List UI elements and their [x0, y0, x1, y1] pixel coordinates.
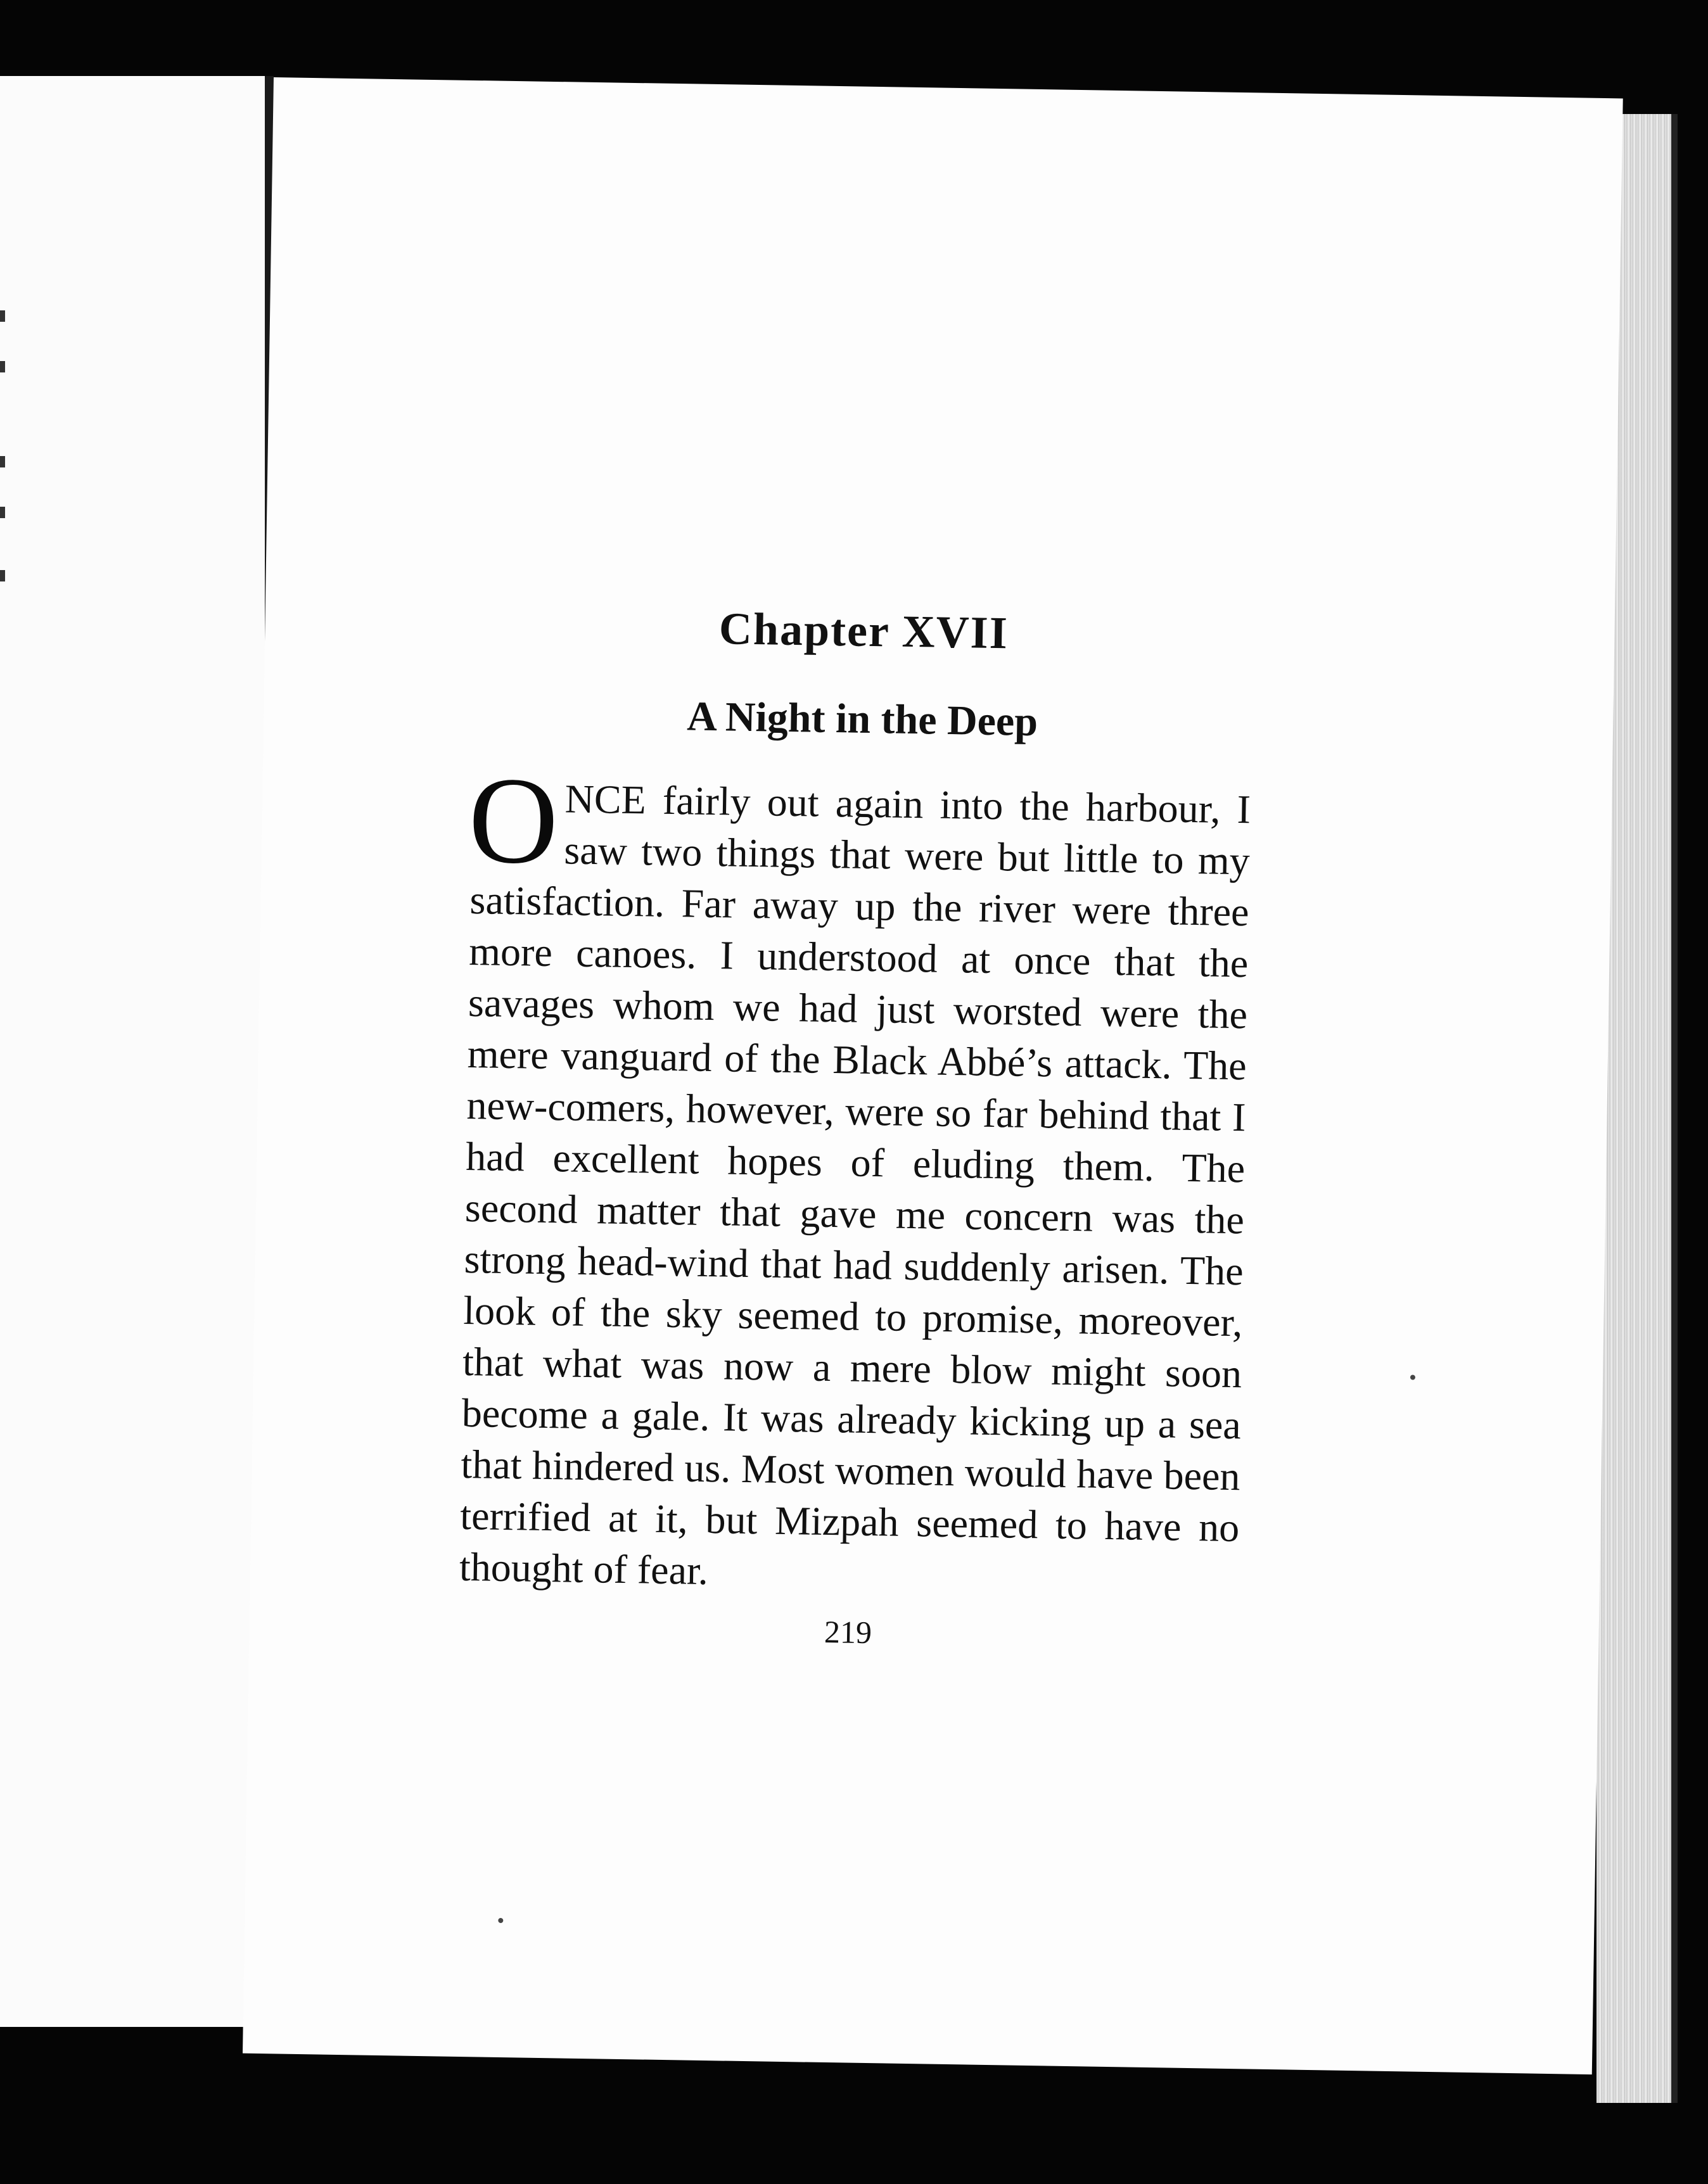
body-paragraph: NCE fairly out again into the harbour, I saw two things that were but little to my satisfaction. Far away up the river were three more canoes. I understood at once that the savages whom we had just worsted were the mere vanguard of the Black Abbé’s attack. The new-comers, however, were so far behind that I had excellent hopes of eluding them. The second matter that gave me concern was the strong head-wind that had suddenly arisen. The look of the sky seemed to promise, moreover, that what was now a mere blow might soon become a gale. It was already kicking up a sea that hindered us. Most women would have been terrified at it, but Mizpah seemed to have no thought of fear. [459, 776, 1251, 1594]
print-mark [0, 570, 5, 581]
chapter-number: Chapter XVII [718, 603, 1009, 659]
chapter-body [459, 751, 1251, 1604]
paper-speck [1410, 1375, 1415, 1380]
chapter-title: A Night in the Deep [686, 693, 1038, 746]
previous-page [0, 76, 269, 2027]
paper-speck [498, 1918, 503, 1923]
book-page [243, 77, 1623, 2074]
print-mark [0, 456, 5, 467]
print-mark [0, 361, 5, 372]
page-number: 219 [824, 1613, 872, 1651]
print-mark [0, 507, 5, 518]
drop-cap: O [467, 751, 559, 891]
page-content [458, 599, 1254, 1656]
print-mark [0, 310, 5, 322]
